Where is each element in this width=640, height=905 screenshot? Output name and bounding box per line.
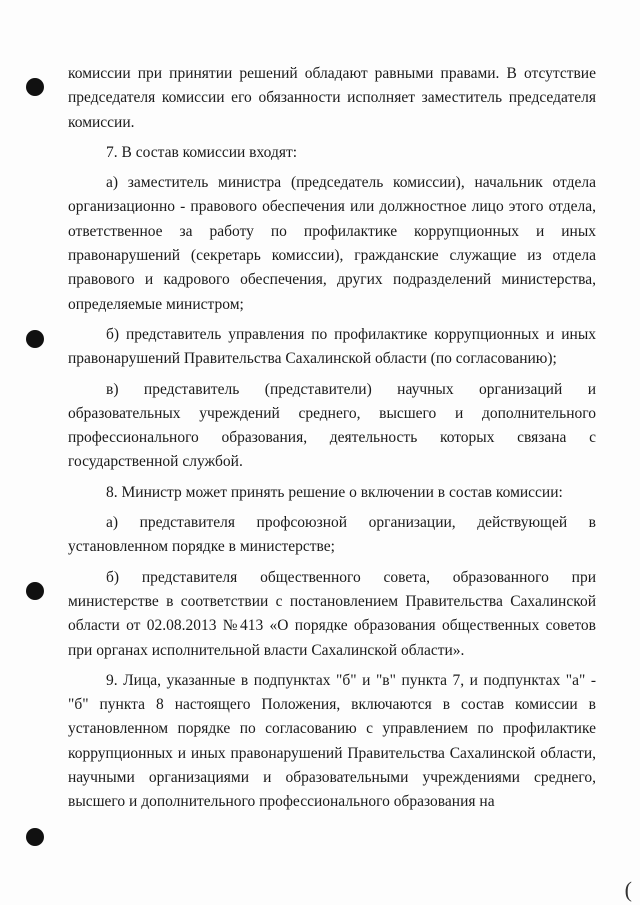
- paragraph: 7. В состав комиссии входят:: [106, 143, 298, 161]
- punch-hole: [26, 582, 44, 600]
- handwritten-mark: (: [624, 877, 632, 902]
- punch-hole: [26, 828, 44, 846]
- document-body: [68, 62, 596, 815]
- paragraph: а) заместитель министра (председатель комиссии), начальник отдела организационно - правового обеспечения или должностное лицо этого отдела, ответственное за работу по профилактике коррупционных и иных правонарушений (секретарь комиссии), гражданские служащие из отдела правового и кадрового обеспечения, других подразделений министерства, определяемые министром;: [68, 174, 596, 313]
- paragraph: а) представителя профсоюзной организации, действующей в установленном порядке в министерстве;: [68, 514, 596, 556]
- punch-hole: [26, 330, 44, 348]
- paragraph: 9. Лица, указанные в подпунктах "б" и "в" пункта 7, и подпунктах "а" - "б" пункта 8 настоящего Положения, включаются в состав комиссии в установленном порядке по согласованию с управлением по профилактике коррупционных и иных правонарушений Правительства Сахалинской области, научными организациями и образовательными учреждениями среднего, высшего и дополнительного профессионального образования на: [68, 671, 596, 811]
- punch-hole: [26, 78, 44, 96]
- paragraph: б) представителя общественного совета, образованного при министерстве в соответствии с постановлением Правительства Сахалинской области от 02.08.2013 №413 «О порядке образования общественных советов при органах исполнительной власти Сахалинской области».: [68, 568, 596, 659]
- paragraph: в) представитель (представители) научных организаций и образовательных учреждений среднего, высшего и дополнительного профессионального образования, деятельность которых связана с государственной службой.: [68, 380, 596, 471]
- paragraph: 8. Министр может принять решение о включении в состав комиссии:: [106, 483, 563, 501]
- paragraph: б) представитель управления по профилактике коррупционных и иных правонарушений Правительства Сахалинской области (по согласованию);: [68, 325, 596, 368]
- paragraph: комиссии при принятии решений обладают равными правами. В отсутствие председателя комиссии его обязанности исполняет заместитель председателя комиссии.: [68, 65, 596, 131]
